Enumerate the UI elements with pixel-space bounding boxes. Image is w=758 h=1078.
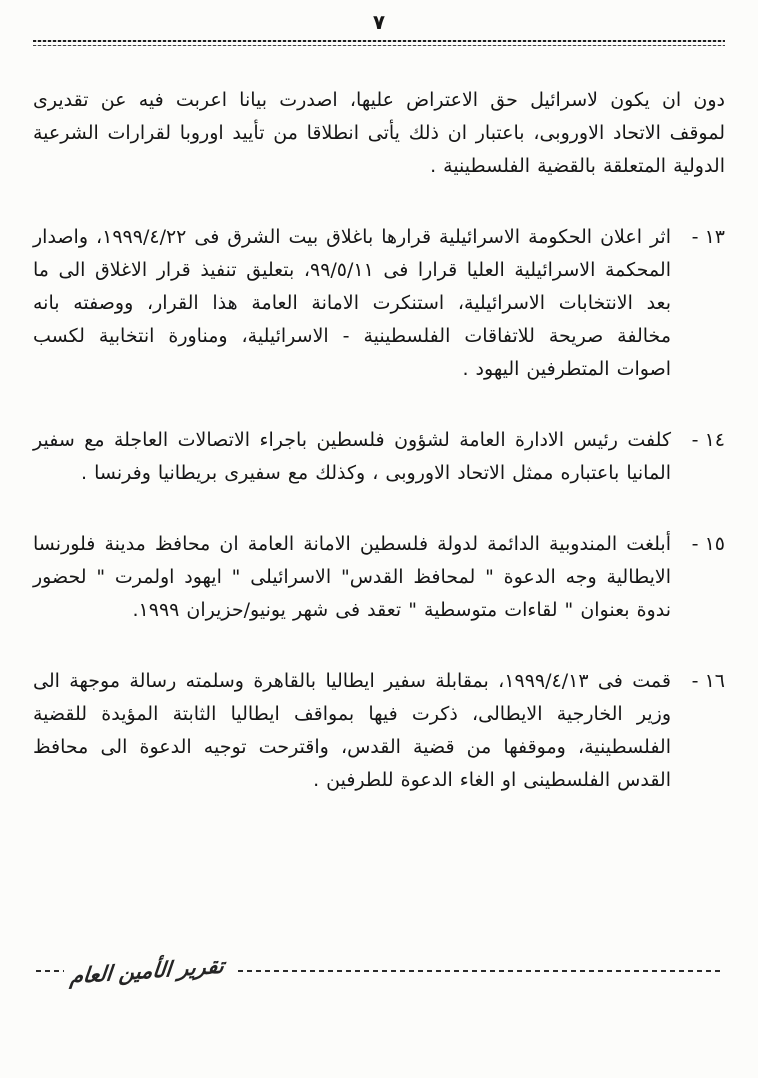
item-16-text: قمت فى ١٩٩٩/٤/١٣، بمقابلة سفير ايطاليا بالقاهرة وسلمته رسالة موجهة الى وزير الخارجية الايطالى، ذكرت فيها بمواقف ايطاليا الثابتة المؤيدة للقضية الفلسطينية، وموقفها من قضية القدس، واقترحت توجيه الدعوة الى محافظ القدس الفلسطينى او الغاء الدعوة للطرفين . xyxy=(33,670,671,791)
item-15-text: أبلغت المندوبية الدائمة لدولة فلسطين الامانة العامة ان محافظ مدينة فلورنسا الايطالية وجه الدعوة " لمحافظ القدس" الاسرائيلى " ايهود اولمرت " لحضور ندوة بعنوان " لقاءات متوسطية " تعقد فى شهر يونيو/حزيران ١٩٩٩. xyxy=(33,533,671,621)
item-16-marker: ١٦ - xyxy=(691,670,725,692)
item-14-text: كلفت رئيس الادارة العامة لشؤون فلسطين باجراء الاتصالات العاجلة مع سفير المانيا باعتباره ممثل الاتحاد الاوروبى ، وكذلك مع سفيرى بريطانيا وفرنسا . xyxy=(33,429,671,484)
signature-dash-left xyxy=(36,970,64,972)
list-item-13 xyxy=(33,221,725,386)
document-body xyxy=(33,84,725,797)
item-14-marker: ١٤ - xyxy=(691,429,725,451)
header-rule-line-top xyxy=(33,40,725,42)
list-item-16 xyxy=(33,665,725,797)
page-number: ٧ xyxy=(372,10,386,34)
footer-signature-row xyxy=(36,948,722,994)
signature-dash-right xyxy=(238,970,722,972)
list-item-14 xyxy=(33,424,725,490)
item-13-text: اثر اعلان الحكومة الاسرائيلية قرارها باغلاق بيت الشرق فى ١٩٩٩/٤/٢٢، واصدار المحكمة الاسرائيلية العليا قرارا فى ٩٩/٥/١١، بتعليق تنفيذ قرار الاغلاق الى ما بعد الانتخابات الاسرائيلية، استنكرت الامانة العامة هذا القرار، ووصفته بانه مخالفة صريحة للاتفاقات الفلسطينية - الاسرائيلية، ومناورة انتخابية لكسب اصوات المتطرفين اليهود . xyxy=(33,226,672,380)
signature-text: تقرير الأمين العام xyxy=(68,953,226,989)
item-13-marker: ١٣ - xyxy=(691,226,725,248)
header-rule-line-bottom xyxy=(33,45,725,46)
list-item-15 xyxy=(33,528,725,627)
intro-paragraph: دون ان يكون لاسرائيل حق الاعتراض عليها، اصدرت بيانا اعربت فيه عن تقديرى لموقف الاتحاد الاوروبى، باعتبار ان ذلك يأتى انطلاقا من تأييد اوروبا لقرارات الشرعية الدولية المتعلقة بالقضية الفلسطينية . xyxy=(33,89,725,177)
header-rule xyxy=(33,40,725,46)
item-15-marker: ١٥ - xyxy=(691,533,725,555)
